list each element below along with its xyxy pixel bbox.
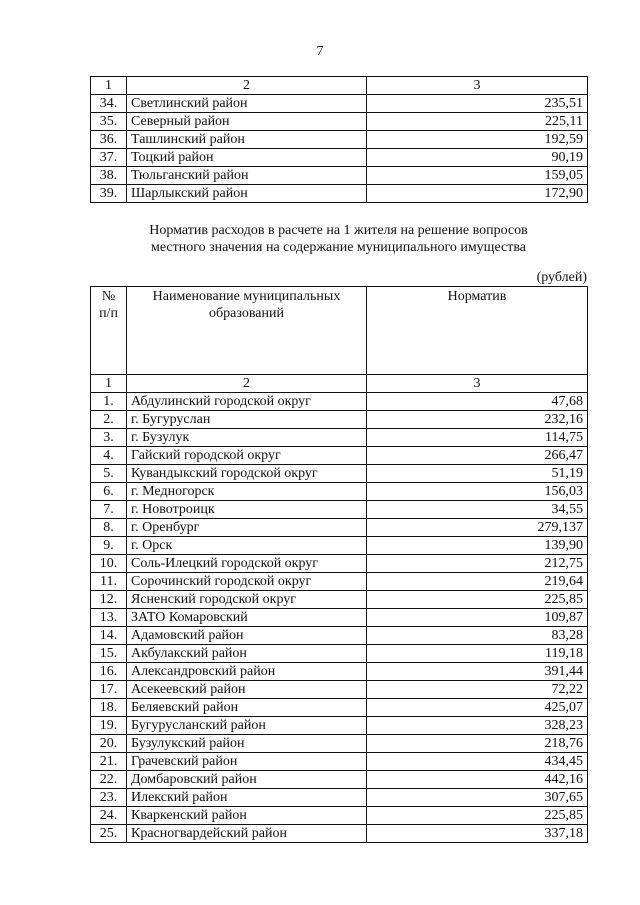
norm-value: 218,76 [367,735,588,753]
column-number: 3 [367,375,588,393]
table-row [91,771,588,789]
heading-line: Норматив расходов в расчете на 1 жителя на решение вопросов [149,223,528,238]
row-number: 12. [91,591,127,609]
norm-value: 51,19 [367,465,588,483]
norm-value: 212,75 [367,555,588,573]
table-row [91,735,588,753]
municipality-name: Тоцкий район [127,149,367,167]
table-row [91,537,588,555]
municipality-name: Бугурусланский район [127,717,367,735]
table-heading [90,222,587,256]
municipality-name: Ясненский городской округ [127,591,367,609]
table-row [91,465,588,483]
row-number: 39. [91,185,127,203]
table-row [91,807,588,825]
norm-value: 232,16 [367,411,588,429]
table-row [91,149,588,167]
norm-value: 114,75 [367,429,588,447]
norm-value: 156,03 [367,483,588,501]
column-number-row [91,375,588,393]
municipality-name: Светлинский район [127,95,367,113]
header-name: Наименование муниципальных образований [127,287,367,375]
municipality-name: Шарлыкский район [127,185,367,203]
table-row [91,681,588,699]
municipality-name: Северный район [127,113,367,131]
row-number: 35. [91,113,127,131]
row-number: 24. [91,807,127,825]
norm-value: 337,18 [367,825,588,843]
continuation-table [90,76,588,203]
norm-value: 442,16 [367,771,588,789]
municipality-name: Абдулинский городской округ [127,393,367,411]
table-row [91,789,588,807]
table-row [91,429,588,447]
municipality-name: Акбулакский район [127,645,367,663]
municipality-name: Беляевский район [127,699,367,717]
row-number: 37. [91,149,127,167]
row-number: 36. [91,131,127,149]
norm-value: 47,68 [367,393,588,411]
norm-value: 172,90 [367,185,588,203]
norm-value: 307,65 [367,789,588,807]
table-row [91,95,588,113]
municipality-name: Кувандыкский городской округ [127,465,367,483]
row-number: 7. [91,501,127,519]
table-row [91,501,588,519]
row-number: 2. [91,411,127,429]
norm-table-body [91,287,588,843]
municipality-name: Домбаровский район [127,771,367,789]
table-row [91,753,588,771]
row-number: 5. [91,465,127,483]
municipality-name: Сорочинский городской округ [127,573,367,591]
table-row [91,131,588,149]
table-row [91,717,588,735]
column-number: 1 [91,375,127,393]
norm-value: 266,47 [367,447,588,465]
municipality-name: Грачевский район [127,753,367,771]
row-number: 6. [91,483,127,501]
row-number: 38. [91,167,127,185]
municipality-name: Соль-Илецкий городской округ [127,555,367,573]
norm-value: 119,18 [367,645,588,663]
municipality-name: Ташлинский район [127,131,367,149]
row-number: 3. [91,429,127,447]
norm-value: 225,85 [367,591,588,609]
table-row [91,167,588,185]
municipality-name: г. Бузулук [127,429,367,447]
norm-value: 109,87 [367,609,588,627]
row-number: 17. [91,681,127,699]
table-row [91,663,588,681]
table-row [91,591,588,609]
header-norm: Норматив [367,287,588,375]
table-row [91,609,588,627]
norm-value: 219,64 [367,573,588,591]
row-number: 18. [91,699,127,717]
row-number: 16. [91,663,127,681]
norm-value: 328,23 [367,717,588,735]
table-row [91,411,588,429]
table-row [91,645,588,663]
row-number: 23. [91,789,127,807]
municipality-name: Кваркенский район [127,807,367,825]
row-number: 14. [91,627,127,645]
municipality-name: ЗАТО Комаровский [127,609,367,627]
norm-value: 192,59 [367,131,588,149]
table-row [91,573,588,591]
continuation-table-body [91,77,588,203]
norm-value: 391,44 [367,663,588,681]
municipality-name: Александровский район [127,663,367,681]
municipality-name: Асекеевский район [127,681,367,699]
row-number: 1. [91,393,127,411]
row-number: 9. [91,537,127,555]
row-number: 8. [91,519,127,537]
column-number: 2 [127,375,367,393]
municipality-name: Бузулукский район [127,735,367,753]
norm-table [90,286,588,843]
row-number: 20. [91,735,127,753]
table-row [91,447,588,465]
municipality-name: Гайский городской округ [127,447,367,465]
column-number: 2 [127,77,367,95]
table-row [91,113,588,131]
table-row [91,627,588,645]
norm-value: 225,11 [367,113,588,131]
norm-value: 83,28 [367,627,588,645]
table-row [91,483,588,501]
norm-value: 425,07 [367,699,588,717]
table-row [91,699,588,717]
norm-value: 159,05 [367,167,588,185]
row-number: 21. [91,753,127,771]
municipality-name: Адамовский район [127,627,367,645]
header-row [91,287,588,375]
municipality-name: г. Орск [127,537,367,555]
norm-value: 434,45 [367,753,588,771]
page-number: 7 [316,44,324,59]
table-row [91,185,588,203]
municipality-name: г. Новотроицк [127,501,367,519]
municipality-name: Тюльганский район [127,167,367,185]
norm-value: 235,51 [367,95,588,113]
norm-value: 225,85 [367,807,588,825]
norm-value: 90,19 [367,149,588,167]
norm-value: 72,22 [367,681,588,699]
row-number: 4. [91,447,127,465]
row-number: 13. [91,609,127,627]
table-row [91,393,588,411]
table-row [91,555,588,573]
column-number: 3 [367,77,588,95]
table-row [91,825,588,843]
row-number: 15. [91,645,127,663]
municipality-name: г. Медногорск [127,483,367,501]
municipality-name: г. Бугуруслан [127,411,367,429]
column-number-row [91,77,588,95]
heading-line: местного значения на содержание муниципального имущества [150,240,526,255]
column-number: 1 [91,77,127,95]
unit-label: (рублей) [536,270,587,285]
row-number: 10. [91,555,127,573]
header-number: № п/п [91,287,127,375]
municipality-name: Илекский район [127,789,367,807]
table-row [91,519,588,537]
norm-value: 139,90 [367,537,588,555]
row-number: 22. [91,771,127,789]
municipality-name: Красногвардейский район [127,825,367,843]
row-number: 19. [91,717,127,735]
row-number: 34. [91,95,127,113]
norm-value: 279,137 [367,519,588,537]
norm-value: 34,55 [367,501,588,519]
row-number: 25. [91,825,127,843]
municipality-name: г. Оренбург [127,519,367,537]
row-number: 11. [91,573,127,591]
